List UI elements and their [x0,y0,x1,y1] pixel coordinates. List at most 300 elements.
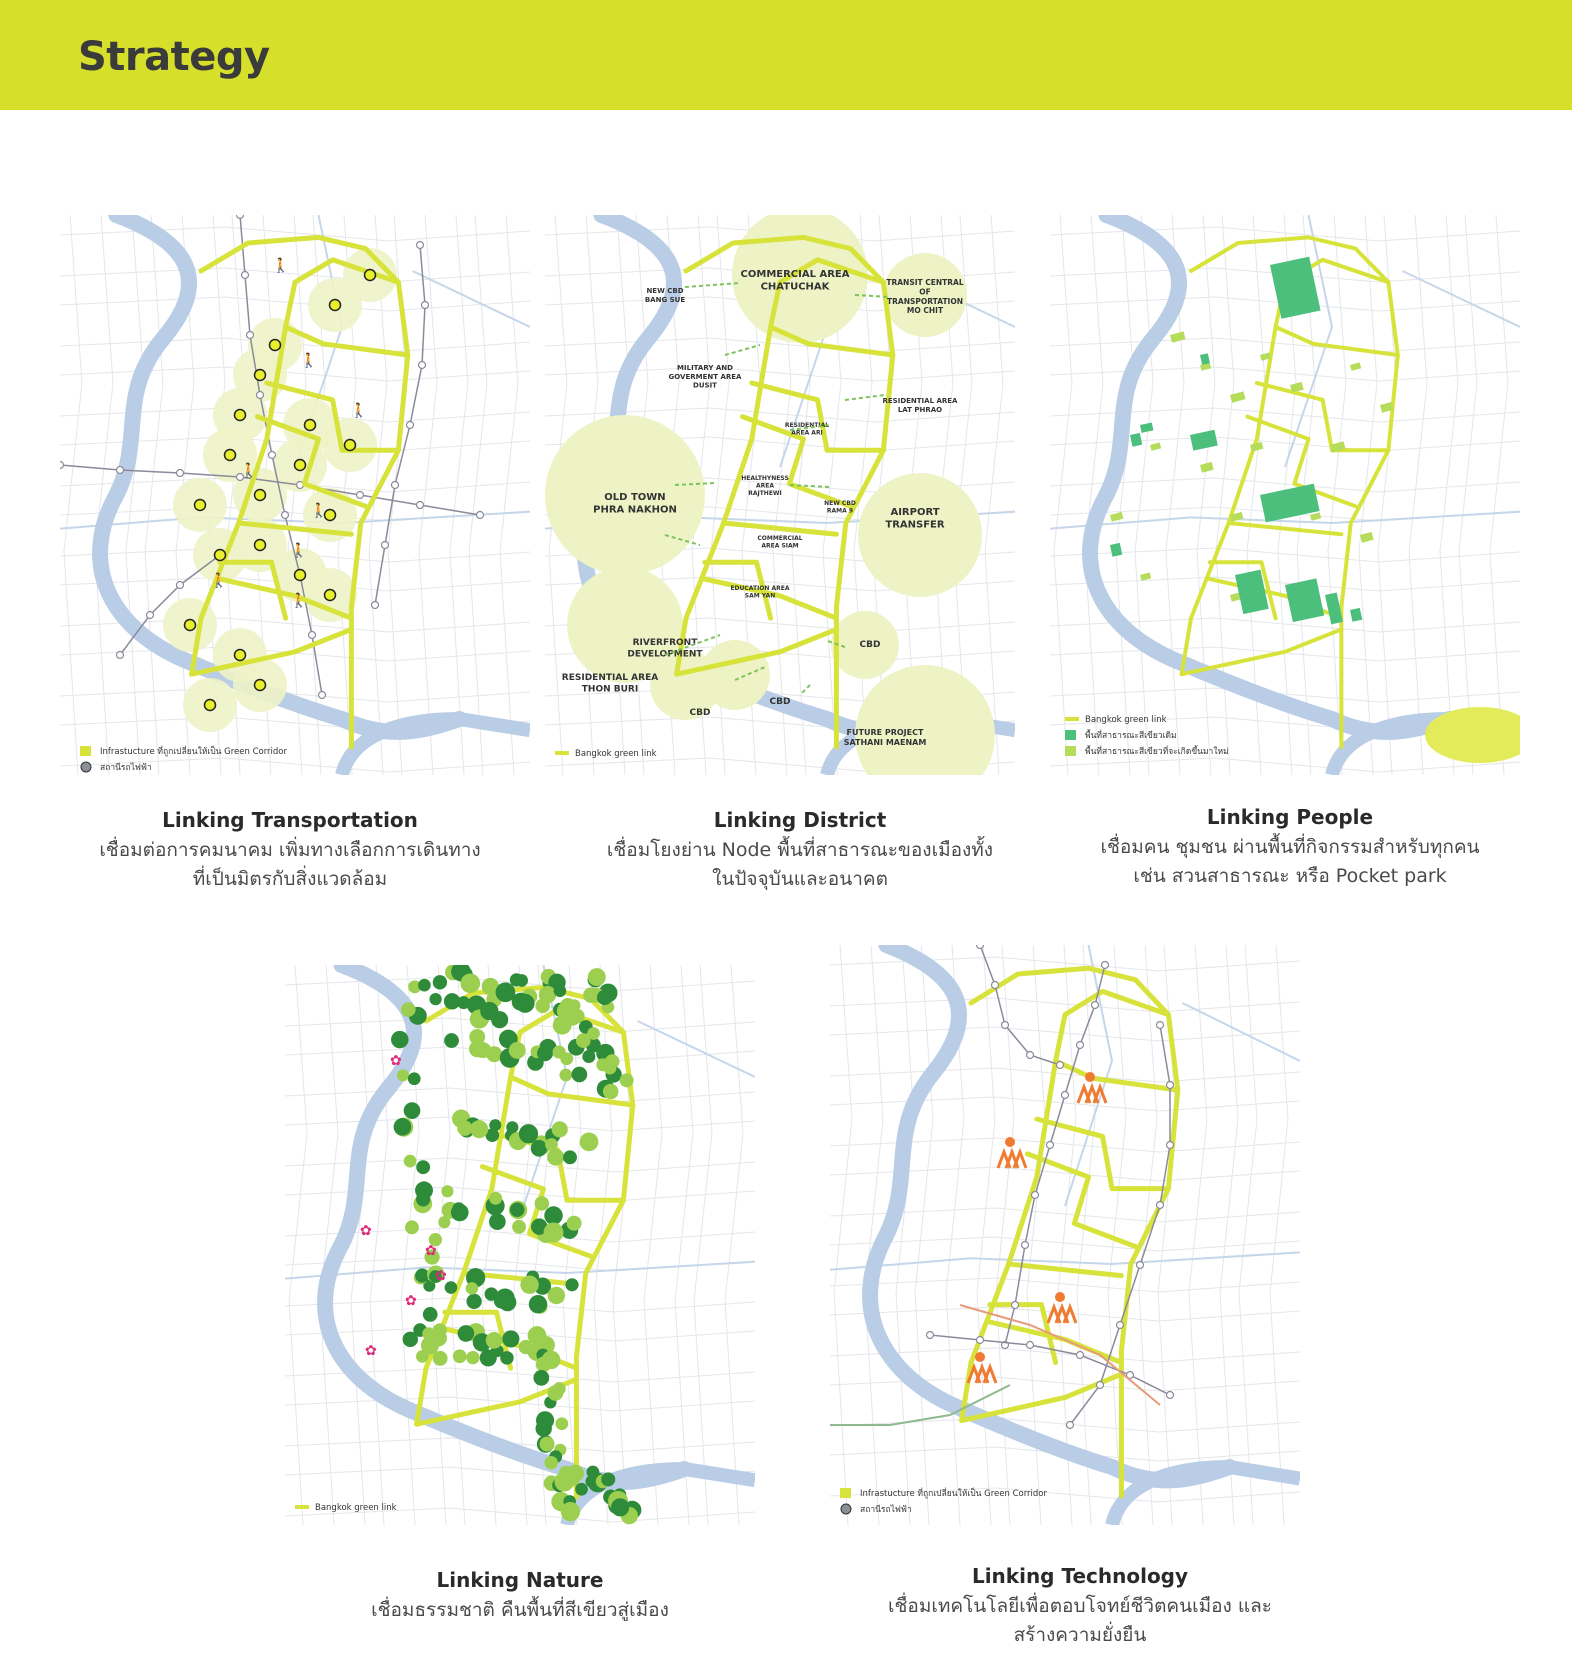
rail-station [309,632,316,639]
header-bar [0,0,1572,110]
new-park [1310,512,1321,520]
district-label-line: RAJTHEWI [748,490,782,497]
legend-station-swatch [841,1504,851,1514]
connection-arrow [725,345,760,355]
caption-linking-district [550,808,1050,894]
new-park [1230,391,1246,402]
new-park [1170,331,1186,342]
rail-station [417,502,424,509]
legend-box-swatch [840,1488,851,1498]
station-marker [255,540,266,551]
tree-icon [489,1213,506,1230]
panel-desc-line: เชื่อมธรรมชาติ คืนพื้นที่สีเขียวสู่เมือง [371,1599,669,1621]
district-label-line: DEVELOPMENT [627,649,703,660]
tree-icon [502,1330,519,1347]
street-line [419,215,437,775]
street-line [1189,945,1207,1525]
pedestrian-icon: 🚶 [310,503,328,519]
panel-desc-line: สร้างความยั่งยืน [1013,1624,1147,1646]
map-linking-people [1050,215,1520,775]
existing-park [1285,578,1324,622]
legend-box-swatch [1065,730,1076,740]
rail-station [417,242,424,249]
rail-station [407,422,414,429]
rail-station [1057,1062,1064,1069]
legend-item [555,749,657,759]
station-marker [255,370,266,381]
district-label-line: THON BURI [581,684,639,695]
rail-station [177,582,184,589]
tree-icon [575,1483,588,1496]
street-line [285,1298,755,1312]
tree-icon [611,1498,629,1516]
new-park [1200,462,1214,473]
street-line [1050,577,1520,591]
street-line [1050,338,1520,352]
street-line [285,1117,755,1131]
legend-label: สถานีรถไฟฟ้า [860,1505,912,1515]
street-line [388,215,406,775]
tree-icon [536,1357,552,1373]
sun-icon [1055,1292,1065,1302]
station-marker [345,440,356,451]
tree-icon [540,1437,555,1452]
rail-station [357,492,364,499]
panel-desc-line: ที่เป็นมิตรกับสิ่งแวดล้อม [192,868,388,890]
tree-icon [547,1149,564,1166]
tree-icon [486,1332,503,1349]
street-line [830,1418,1300,1432]
rail-station [927,1332,934,1339]
tree-icon [397,1069,409,1081]
sun-icon [975,1352,985,1362]
rail-station [1002,1022,1009,1029]
tree-icon [519,1124,538,1143]
street-line [126,215,144,775]
new-park [1140,572,1151,580]
street-line [289,965,307,1525]
district-label-line: TRANSIT CENTRAL [886,278,964,287]
station-marker [270,340,281,351]
green-link [1037,1119,1169,1189]
district-label-line: TRANSFER [885,519,945,531]
rail-station [372,602,379,609]
canal [830,1252,1300,1269]
station-marker [185,620,196,631]
rail-station [1137,1262,1144,1269]
connection-arrow [800,685,810,695]
rail-line [980,945,1060,1065]
tree-icon [515,974,528,987]
district-bubble [858,473,982,597]
district-label-line: RAMA 9 [826,507,854,515]
street-line [1378,215,1396,775]
existing-park [1190,430,1218,451]
tree-icon [453,1349,467,1363]
district-label-line: AREA [755,482,775,490]
panel-title: Linking People [1206,805,1374,829]
station-marker [325,590,336,601]
station-marker [255,490,266,501]
district-label [627,638,703,659]
tree-icon [401,1002,416,1017]
tree-icon [476,1042,492,1058]
tree-icon [500,1351,513,1364]
legend-label: Bangkok green link [1085,715,1167,725]
tree-icon [544,1206,562,1224]
tree-icon [559,1069,572,1082]
rail-station [1157,1022,1164,1029]
district-bubble [855,665,995,775]
district-label-line: MILITARY AND [677,364,733,372]
street-line [285,1327,755,1341]
district-label-line: COMMERCIAL [757,535,803,542]
tree-icon [418,979,431,992]
panel-desc-line: เช่น สวนสาธารณะ หรือ Pocket park [1133,865,1447,887]
tree-icon [529,1295,547,1313]
tree-icon [416,1160,430,1174]
canal [285,1262,755,1279]
tree-icon [444,1033,459,1048]
street-line [545,367,1015,381]
tree-icon [597,990,612,1005]
wildlife-icon: ✿ [360,1223,372,1239]
district-label-line: CBD [769,697,791,707]
tree-icon [405,1220,419,1234]
district-label [757,535,802,550]
page-title: Strategy [78,34,270,80]
tree-icon [544,1223,564,1243]
tree-icon [544,1456,558,1470]
rail-station [382,542,389,549]
street-line [545,338,1015,352]
district-label-line: AREA SIAM [761,542,799,550]
map-linking-transportation [60,215,530,775]
legend-label: Infrastucture ที่ถูกเปลี่ยนให้เป็น Green Corridor [100,747,288,757]
map-linking-technology [830,945,1300,1525]
existing-park [1140,423,1153,433]
district-label-line: PHRA NAKHON [593,504,677,516]
legend-item [80,745,288,757]
green-link [1009,1264,1122,1276]
new-park [1290,382,1304,393]
rail-station [392,482,399,489]
existing-park [1200,353,1210,364]
tree-icon [553,1016,572,1035]
new-park [1250,442,1263,452]
tree-icon [480,1349,497,1366]
map-svg [1050,215,1520,775]
tree-icon [601,1472,615,1486]
street-grid [830,945,1300,1525]
legend-label: พื้นที่สาธารณะสีเขียวที่จะเกิดขึ้นมาใหม่ [1085,747,1229,757]
tree-icon [582,1050,595,1063]
station-marker [235,410,246,421]
district-label-line: TRANSPORTATION [887,296,963,306]
station-marker [225,450,236,461]
tree-icon [552,1121,568,1137]
rail-station [1097,1382,1104,1389]
street-line [1440,215,1458,775]
district-label-line: CBD [689,708,711,718]
station-marker [205,700,216,711]
district-label-line: COMMERCIAL AREA [740,269,850,280]
new-park [1110,512,1123,522]
street-line [675,965,693,1525]
legend-item [81,762,152,773]
tree-icon [580,1133,599,1152]
legend-label: พื้นที่สาธารณะสีเขียวเดิม [1085,731,1177,741]
rail-station [242,272,249,279]
street-line [1050,367,1520,381]
district-label [770,697,791,707]
existing-park [1130,433,1142,447]
tree-icon [466,1351,479,1364]
tree-icon [520,1276,538,1294]
district-label-line: CHATUCHAK [760,281,830,293]
street-line [830,1278,1300,1292]
rail-station [1157,1202,1164,1209]
station-marker [255,680,266,691]
district-label-line: HEALTHYNESS [741,475,789,482]
tree-icon [555,1417,568,1430]
tree-icon [404,1102,421,1119]
legend-item [1065,729,1177,741]
map-svg [60,215,530,775]
district-label-line: DUSIT [693,381,717,390]
rail-station [1092,1002,1099,1009]
street-line [64,215,82,775]
street-line [1054,215,1072,775]
rail-station [1022,1242,1029,1249]
solar-panel-icon [984,1367,996,1383]
street-line [500,215,518,775]
green-link [1341,355,1397,747]
green-link [1182,629,1342,674]
legend-label: Bangkok green link [315,1503,397,1513]
rail-station [1167,1142,1174,1149]
pedestrian-icon: 🚶 [350,403,368,419]
street-line [644,965,662,1525]
legend-label: สถานีรถไฟฟ้า [100,763,152,773]
tree-icon [536,1411,554,1429]
rail-station [1167,1082,1174,1089]
map-linking-district [545,215,1015,775]
sun-icon [1085,1072,1095,1082]
station-marker [330,300,341,311]
tree-icon [509,1042,526,1059]
map-linking-nature [285,965,755,1525]
rail-station [1117,1322,1124,1329]
wildlife-icon: ✿ [435,1268,447,1284]
district-label-line: BANG SUE [644,295,686,304]
tree-icon [404,1155,417,1168]
street-line [915,945,933,1525]
rail-station [147,612,154,619]
tree-icon [433,1351,448,1366]
rail-station [319,692,326,699]
new-park [1150,442,1161,450]
legend-item [295,1503,397,1513]
district-label-line: SAM YAN [744,592,776,600]
wildlife-icon: ✿ [425,1243,437,1259]
street-line [1116,215,1134,775]
tree-icon [561,1502,580,1521]
green-link [576,1105,632,1497]
wildlife-icon: ✿ [405,1293,417,1309]
solar-panel-icon [1014,1152,1026,1168]
panel-desc-line: เชื่อมโยงย่าน Node พื้นที่สาธารณะของเมืองทั้ง [606,839,994,861]
caption-linking-nature [270,1568,770,1625]
tree-icon [394,1118,412,1136]
district-label-line: FUTURE PROJECT [846,728,924,737]
street-line [1220,945,1238,1525]
wildlife-icon: ✿ [390,1053,402,1069]
tree-icon [548,1385,564,1401]
pedestrian-icon: 🚶 [300,353,318,369]
rail-station [1047,1142,1054,1149]
rail-station [1027,1052,1034,1059]
tree-icon [491,1011,508,1028]
district-label [645,287,686,304]
tree-icon [470,1120,488,1138]
tree-icon [489,1119,501,1131]
tree-icon [513,993,529,1009]
panel-desc-line: เชื่อมเทคโนโลยีเพื่อตอบโจทย์ชีวิตคนเมือง และ [888,1595,1272,1617]
legend-label: Infrastucture ที่ถูกเปลี่ยนให้เป็น Green Corridor [860,1489,1048,1499]
map-svg [830,945,1300,1525]
rail-station [1032,1192,1039,1199]
caption-linking-people [1040,805,1540,891]
tree-icon [429,993,441,1005]
caption-linking-transportation [40,808,540,894]
tree-icon [537,1045,553,1061]
tree-icon [533,1370,549,1386]
district-label-line: RIVERFRONT [632,638,698,648]
rail-station [422,302,429,309]
street-line [1197,215,1215,775]
street-line [450,215,468,775]
legend-item [841,1504,912,1515]
district-label-line: SATHANI MAENAM [843,738,927,747]
street-line [977,945,995,1525]
legend-item [840,1487,1048,1499]
tree-icon [588,968,606,986]
tree-icon [466,1282,479,1295]
connection-arrow [685,283,740,287]
legend-station-swatch [81,762,91,772]
rail-station [477,512,484,519]
district-label-line: NEW CBD [646,287,684,295]
legend-item [1065,745,1229,757]
tree-icon [567,1216,582,1231]
green-link [1056,991,1169,1061]
rail-station [1102,962,1109,969]
tree-icon [572,1067,588,1083]
tree-icon [603,1084,619,1100]
tree-icon [548,1287,565,1304]
station-marker [305,420,316,431]
tree-icon [535,999,550,1014]
district-label-line: CBD [859,640,881,650]
tree-icon [403,1332,418,1347]
tree-icon [460,974,480,994]
pedestrian-icon: 🚶 [272,258,290,274]
legend-label: Bangkok green link [575,749,657,759]
district-label-line: OLD TOWN [604,492,666,503]
rail-station [1062,1092,1069,1099]
district-label [669,364,743,390]
tree-icon [489,1192,502,1205]
street-line [60,297,530,311]
existing-park [1110,543,1122,557]
district-label-line: GOVERMENT AREA [668,372,742,381]
rail-station [977,945,984,949]
tree-icon [415,1181,433,1199]
sun-icon [1005,1137,1015,1147]
map-svg [285,965,755,1525]
rail-station [1012,1302,1019,1309]
street-grid [60,215,530,775]
district-label-line: MO CHIT [906,306,944,316]
street-line [351,965,369,1525]
station-marker [235,650,246,661]
tree-icon [560,1052,573,1065]
district-label [741,475,789,497]
rail-station [992,982,999,989]
rail-station [117,652,124,659]
pedestrian-icon: 🚶 [210,573,228,589]
panel-desc-line: ในปัจจุบันและอนาคต [712,868,888,890]
tree-icon [576,1033,591,1048]
rail-station [1077,1042,1084,1049]
pedestrian-icon: 🚶 [290,543,308,559]
tree-icon [458,1325,475,1342]
station-marker [295,460,306,471]
district-label [690,708,711,718]
district-label [844,728,927,747]
district-label [860,640,881,650]
green-link [1257,383,1389,450]
street-line [613,965,631,1525]
tree-icon [586,1466,599,1479]
district-label-line: AIRPORT [890,507,940,518]
existing-park [1350,608,1362,622]
rail-station [177,470,184,477]
tree-icon [510,1202,524,1216]
district-label [593,492,677,516]
station-marker [365,270,376,281]
street-line [1490,215,1508,775]
district-label-line: RESIDENTIAL AREA [561,673,659,683]
district-label-line: NEW CBD [824,500,856,507]
street-line [1050,758,1520,772]
tree-icon [620,1073,634,1087]
panel-title: Linking Transportation [162,808,418,832]
district-label-line: AREA ARI [791,429,823,437]
tree-icon [451,1204,469,1222]
rail-station [1067,1422,1074,1429]
district-label-line: EDUCATION AREA [730,585,790,592]
canal [60,512,530,529]
tree-icon [528,1326,547,1345]
solar-panel-icon [1064,1307,1076,1323]
green-link [752,383,884,450]
legend-box-swatch [80,746,91,756]
rail-station [1027,1342,1034,1349]
tree-icon [563,1150,577,1164]
rail-station [282,512,289,519]
